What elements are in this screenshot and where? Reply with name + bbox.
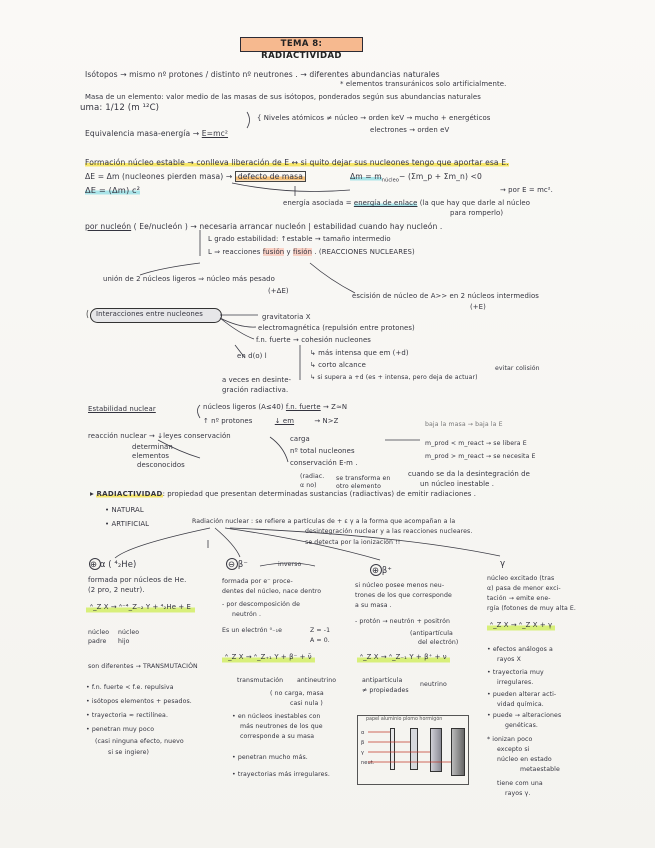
gamma-b4: irregulares. (497, 679, 534, 686)
fn-fuerte-u: f.n. fuerte (285, 403, 321, 411)
gamma-b13: tiene com una (497, 780, 543, 787)
betaplus-head: ⊕ β⁺ (372, 565, 392, 575)
gamma-b8: genéticas. (505, 722, 538, 729)
alpha-no: α no) (300, 482, 317, 489)
gamma-b14: rayos γ. (505, 790, 531, 797)
formacion-label: Formación núcleo estable → conlleva liberación de E ↔ si quito dejar sus nucleones tengo que aportar esa E. (85, 158, 509, 167)
mprod-gt: m_prod > m_react → se necesita E (425, 453, 536, 460)
gamma-b1: • efectos análogos a (487, 646, 553, 653)
desconocidos: desconocidos (137, 461, 185, 469)
electromagnetica: electromagnética (repulsión entre protones) (258, 324, 415, 332)
fig-alpha: α (361, 730, 365, 736)
energia-asociada-label: energía asociada = (283, 199, 352, 207)
se-transforma: se transforma en (336, 475, 391, 482)
corto-alcance: ↳ corto alcance (310, 361, 366, 369)
betaplus-eq: ᴬ_Z X → ᴬ_Z₋₁ Y + β⁺ + ν (357, 652, 450, 663)
masa-elemento: Masa de un elemento: valor medio de las masas de sus isótopos, ponderados según sus abundancias naturales (85, 93, 481, 101)
alpha-b4: • penetran muy poco (86, 726, 155, 733)
gamma-b2: rayos X (497, 656, 521, 663)
reacciones-label: L ⇒ reacciones (208, 248, 261, 256)
betaplus-n3: neutrino (420, 681, 447, 688)
mprod-lt: m_prod < m_react → se libera E (425, 440, 527, 447)
beta-head: ⊖ β⁻ (228, 559, 248, 569)
radiacion-nuclear: Radiación nuclear : se refiere a partículas de + ε γ a la forma que acompañan a la (192, 518, 456, 525)
beta-n2: antineutrino (297, 677, 337, 684)
nprotones-label: ↑ nº protones (203, 417, 253, 425)
n-gt-z: → N>Z (314, 417, 339, 425)
beta-d5: Es un electrón ⁰₋₁e (222, 627, 283, 634)
beta-inverso: inverso (278, 561, 302, 568)
gamma-d1: núcleo excitado (tras (487, 575, 555, 582)
betaplus-d2: trones de los que corresponde (355, 592, 452, 599)
gravitatoria: gravitatoria X (262, 313, 311, 321)
radiactividad-label: RADIACTIVIDAD (96, 490, 163, 498)
gamma-b11: núcleo en estado (497, 756, 552, 763)
alpha-b5: (casi ninguna efecto, nuevo (95, 738, 184, 745)
nucleo-inestable: un núcleo inestable . (420, 480, 495, 488)
betaplus-d3: a su masa . (355, 602, 392, 609)
alpha-d2: (2 pro, 2 neutr). (88, 586, 145, 594)
page-title: TEMA 8: RADIACTIVIDAD (240, 37, 363, 52)
beta-b2: más neutrones de los que (240, 723, 323, 730)
gamma-head: γ (500, 559, 506, 569)
alpha-n1: núcleo (88, 629, 110, 636)
alpha-n3: núcleo (118, 629, 140, 636)
fig-gamma: γ (361, 750, 365, 756)
z-eq-n: → Z≈N (323, 403, 348, 411)
supera-d: ↳ si supera a +d (es + intensa, pero deja de actuar) (310, 374, 478, 381)
gamma-b12: metaestable (520, 766, 560, 773)
ionizacion: se detecta por la ionización !! (305, 539, 401, 546)
total-nucleones: nº total nucleones (290, 447, 355, 455)
fusion-energy: (+ΔE) (268, 287, 289, 295)
natural: • NATURAL (105, 506, 144, 514)
beta-n1: transmutación (237, 677, 284, 684)
transmutacion: son diferentes → TRANSMUTACIÓN (88, 663, 198, 670)
alpha-b1: • f.n. fuerte < f.e. repulsiva (86, 684, 174, 691)
fn-fuerte: f.n. fuerte → cohesión nucleones (256, 336, 372, 344)
a-veces: a veces en desinte- (222, 376, 292, 384)
betaplus-d1: si núcleo posee menos neu- (355, 582, 445, 589)
para-romperlo: para romperlo) (450, 209, 504, 217)
radiactividad-def: : propiedad que presentan determinadas sustancias (radiactivas) de emitir radiaciones . (162, 490, 477, 498)
beta-d3: - por descomposición de (222, 601, 301, 608)
betaplus-d6: del electrón) (418, 639, 459, 646)
figure-caption: papel aluminio plomo hormigón (366, 717, 443, 722)
energia-enlace: energía de enlace (353, 199, 418, 207)
gamma-b6: vidad química. (497, 701, 544, 708)
isotopos-line: Isótopos → mismo nº protones / distinto nº neutrones . → diferentes abundancias naturales (85, 70, 440, 79)
energia-enlace-note: (la que hay que darle al núcleo (419, 199, 531, 207)
interacciones-label: Interacciones entre nucleones (96, 310, 203, 318)
alpha-b6: si se ingiere) (108, 749, 150, 756)
gamma-b5: • pueden alterar acti- (487, 691, 557, 698)
nucleos-ligeros-label: núcleos ligeros (A≤40) (203, 403, 284, 411)
elementos: elementos (132, 452, 170, 460)
transuranicos-note: * elementos transuránicos solo artificialmente. (340, 80, 507, 88)
alpha-n4: hijo (118, 638, 130, 645)
gamma-d3: tación → emite ene- (487, 595, 551, 602)
gracion-radiactiva: gración radiactiva. (222, 386, 289, 394)
por-nucleon-text: ( Ee/nucleón ) → necesaria arrancar nucleón | estabilidad cuando hay nucleón . (133, 222, 443, 231)
artificial: • ARTIFICIAL (105, 520, 150, 528)
gamma-b9: * ionizan poco (487, 736, 533, 743)
fusion-def: unión de 2 núcleos ligeros ⇒ núcleo más pesado (103, 275, 275, 283)
gamma-d2: α) pasa de menor exci- (487, 585, 561, 592)
evitar-colision: evitar colisión (495, 365, 540, 372)
estabilidad-label: Estabilidad nuclear (88, 405, 156, 413)
beta-d1: formada por e⁻ proce- (222, 578, 293, 585)
fig-neutron: neut. (361, 760, 375, 766)
alpha-b3: • trayectoria ≈ rectilínea. (86, 712, 169, 719)
desintegracion: cuando se da la desintegración de (408, 470, 530, 478)
alpha-head: ⊕ α ( ⁴₂He) (90, 559, 137, 569)
beta-eq: ᴬ_Z X → ᴬ_Z₊₁ Y + β⁻ + ν̄ (222, 652, 315, 663)
conservacion-em: conservación E-m . (290, 459, 358, 467)
reaccion-nuclear: reacción nuclear → ↓leyes conservación (88, 432, 231, 440)
delta-e-label: ΔE = Δm (nucleones pierden masa) → (85, 172, 233, 181)
beta-b1: • en núcleos inestables con (232, 713, 321, 720)
alpha-d1: formada por núcleos de He. (88, 576, 187, 584)
fusion-word: fusión (262, 248, 285, 256)
radiac: (radiac. (300, 473, 325, 480)
otro-elemento: otro elemento (336, 483, 381, 490)
gamma-d4: rgía (fotones de muy alta E. (487, 605, 576, 612)
fision-energy: (+E) (470, 303, 486, 311)
delta-e-mc2: ΔE = (Δm) c² (85, 185, 141, 195)
uma-definition: uma: 1/12 (m ¹²C) (80, 103, 160, 113)
gamma-b10: excepto si (497, 746, 530, 753)
gamma-b7: • puede → alteraciones (487, 712, 562, 719)
alpha-eq: ᴬ_Z X → ᴬ⁻⁴_Z₋₂ Y + ⁴₂He + E (86, 602, 195, 613)
niveles-atomicos: { Niveles atómicos ≠ núcleo → orden keV → mucho + energéticos (257, 114, 491, 122)
delta-m-sub: núcleo (381, 177, 399, 184)
equivalencia-label: Equivalencia masa-energía → (85, 129, 200, 138)
beta-n3: ( no carga, masa (270, 690, 324, 697)
defecto-masa-box: defecto de masa (235, 171, 306, 182)
radiacion-desint: desintegración nuclear y a las reacciones nucleares. (305, 528, 473, 535)
beta-d6: Z = -1 (310, 627, 331, 634)
alpha-b2: • isótopos elementos + pesados. (86, 698, 192, 705)
arrow-mark: ▸ (90, 489, 97, 498)
betaplus-d5: (antipartícula (410, 630, 453, 637)
mas-intensa: ↳ más intensa que em (+d) (310, 349, 409, 357)
fig-beta: β (361, 740, 365, 746)
betaplus-d4: - protón → neutrón + positrón (355, 618, 450, 625)
fision-def: escisión de núcleo de A>> en 2 núcleos intermedios (352, 292, 539, 300)
gamma-eq: ᴬ_Z X → ᴬ_Z X + γ (487, 620, 555, 631)
beta-b3: corresponde a su masa (240, 733, 315, 740)
beta-d4: neutrón . (232, 611, 262, 618)
electrones-orden: electrones → orden eV (370, 126, 450, 134)
em-u: ↓ em (274, 417, 295, 425)
beta-b4: • penetran mucho más. (232, 754, 308, 761)
delta-m-rest: − (Σm_p + Σm_n) <0 (399, 172, 482, 181)
reacciones-nucleares: . (REACCIONES NUCLEARES) (314, 248, 415, 256)
carga: carga (290, 435, 310, 443)
beta-d7: A = 0. (310, 637, 330, 644)
fision-word: fisión (293, 248, 313, 256)
por-nucleon-label: por nucleón (85, 222, 132, 231)
en-d0: en d(o) l (237, 352, 267, 360)
betaplus-n1: antipartícula (362, 677, 403, 684)
delta-m-label: Δm = m (350, 172, 382, 181)
beta-b5: • trayectorias más irregulares. (232, 771, 330, 778)
emc2-formula: E=mc² (201, 129, 229, 138)
por-emc2: → por E = mc². (500, 186, 553, 194)
y-word: y (286, 248, 291, 256)
baja-masa: baja la masa → baja la E (425, 421, 503, 428)
beta-d2: dentes del núcleo, nace dentro (222, 588, 322, 595)
gamma-b3: • trayectoria muy (487, 669, 544, 676)
betaplus-n2: ≠ propiedades (362, 687, 409, 694)
determinan: determinan (132, 443, 173, 451)
beta-n4: casi nula ) (290, 700, 323, 707)
grado-estabilidad: L grado estabilidad: ↑estable → tamaño intermedio (208, 235, 391, 243)
alpha-n2: padre (88, 638, 107, 645)
